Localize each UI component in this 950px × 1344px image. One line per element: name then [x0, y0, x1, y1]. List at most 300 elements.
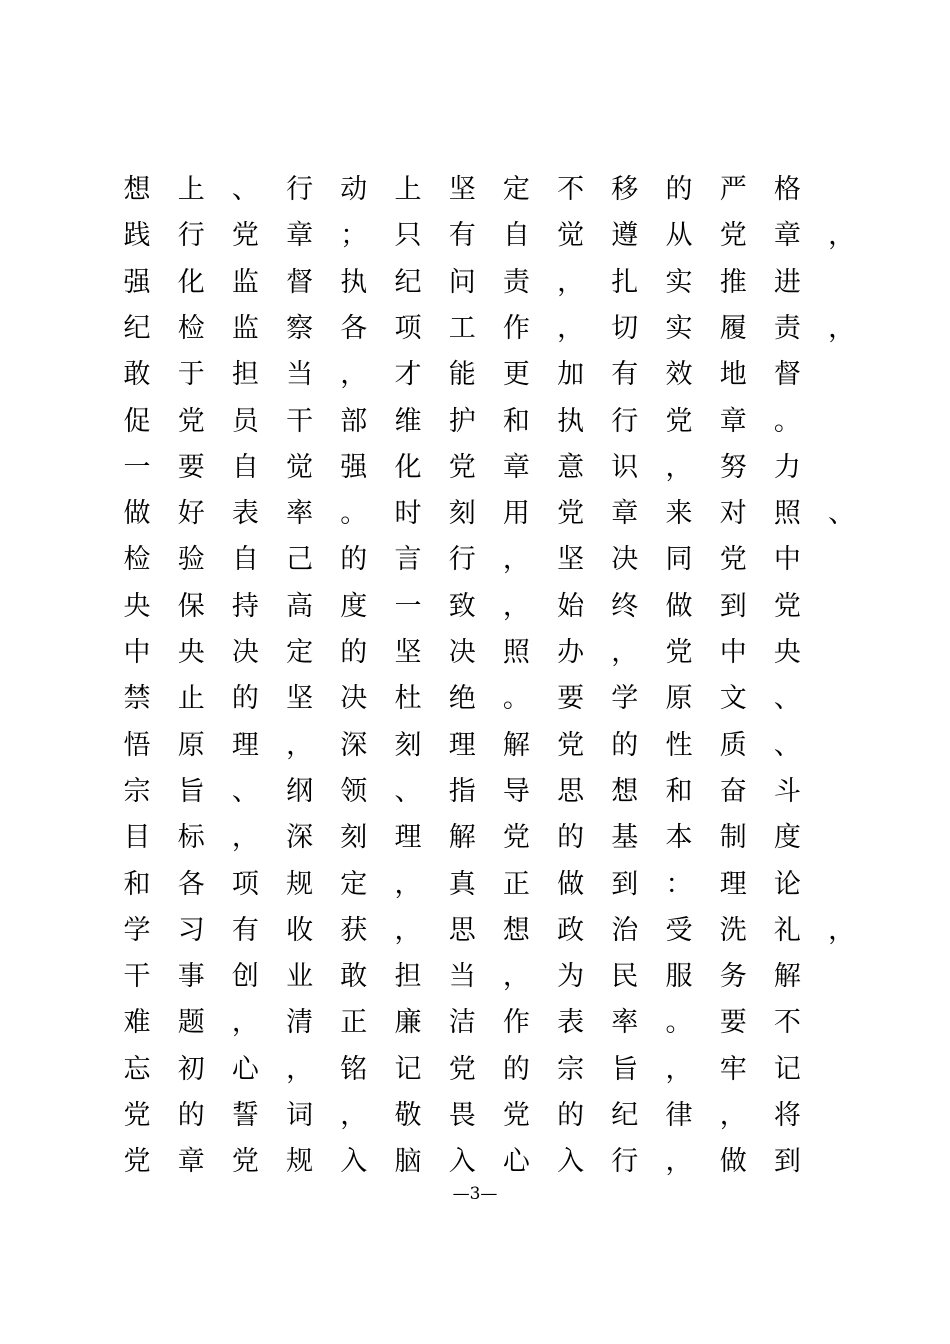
text-char: 央 — [177, 637, 205, 668]
text-char: 率 — [611, 1007, 639, 1039]
text-char: 杜 — [394, 683, 422, 715]
text-char: 章 — [719, 405, 747, 437]
text-char: ， — [394, 868, 422, 900]
text-char: 坚 — [448, 174, 476, 205]
text-char: 表 — [231, 498, 259, 530]
text-char: 入 — [340, 1146, 368, 1178]
text-char: 和 — [502, 405, 530, 437]
text-char: 标 — [177, 822, 205, 854]
text-char: 学 — [611, 683, 639, 715]
text-line — [0, 633, 950, 673]
text-char: 纪 — [394, 266, 422, 298]
text-char: 担 — [394, 961, 422, 993]
text-char: 洁 — [448, 1007, 476, 1039]
text-char: 做 — [665, 590, 693, 622]
text-char: 到 — [773, 1146, 801, 1178]
text-line — [0, 355, 950, 395]
text-char: 词 — [286, 1100, 314, 1131]
text-char: 规 — [286, 1146, 314, 1178]
text-char: 党 — [231, 1146, 259, 1178]
text-char: 规 — [286, 868, 314, 900]
text-char: 行 — [611, 1146, 639, 1178]
text-char: 想 — [502, 914, 530, 946]
text-char: 意 — [557, 451, 585, 483]
text-char: 本 — [665, 822, 693, 854]
text-char: 绝 — [448, 683, 476, 715]
text-char: 解 — [773, 961, 801, 993]
text-char: 定 — [502, 174, 530, 205]
text-char: 识 — [611, 451, 639, 483]
text-char: 不 — [557, 174, 585, 205]
text-char: 的 — [340, 544, 368, 576]
text-line — [0, 309, 950, 349]
text-char: 真 — [448, 868, 476, 900]
text-char: 时 — [394, 498, 422, 530]
text-char: 坚 — [286, 683, 314, 715]
text-char: 党 — [719, 544, 747, 576]
text-char: 有 — [448, 220, 476, 252]
text-char: 政 — [557, 914, 585, 946]
text-char: ， — [231, 822, 259, 854]
text-char: 脑 — [394, 1146, 422, 1178]
text-char: 和 — [665, 775, 693, 807]
text-char: 办 — [557, 637, 585, 668]
text-line — [0, 263, 950, 303]
text-char: 问 — [448, 266, 476, 298]
text-char: 行 — [286, 174, 314, 205]
text-char: 业 — [286, 961, 314, 993]
text-char: 担 — [231, 359, 259, 391]
text-char: 记 — [773, 1053, 801, 1085]
text-char: 决 — [340, 683, 368, 715]
text-char: 纪 — [611, 1100, 639, 1131]
text-char: 部 — [340, 405, 368, 437]
text-char: 思 — [448, 914, 476, 946]
text-char: 、 — [773, 683, 801, 715]
text-char: 能 — [448, 359, 476, 391]
text-char: 事 — [177, 961, 205, 993]
text-char: 地 — [719, 359, 747, 391]
text-char: 有 — [231, 914, 259, 946]
text-char: 扎 — [611, 266, 639, 298]
text-char: 决 — [611, 544, 639, 576]
text-char: 将 — [773, 1100, 801, 1131]
text-char: 进 — [773, 266, 801, 298]
text-char: 来 — [665, 498, 693, 530]
text-char: 收 — [286, 914, 314, 946]
text-char: 禁 — [123, 683, 151, 715]
text-char: 、 — [773, 729, 801, 761]
text-char: 、 — [231, 775, 259, 807]
text-char: 清 — [286, 1007, 314, 1039]
text-line — [0, 679, 950, 719]
text-char: 纪 — [123, 312, 151, 344]
text-char: 理 — [719, 868, 747, 900]
text-char: 刻 — [340, 822, 368, 854]
text-char: 服 — [665, 961, 693, 993]
text-char: 刻 — [394, 729, 422, 761]
text-char: 领 — [340, 775, 368, 807]
text-char: 始 — [557, 590, 585, 622]
text-char: 责 — [773, 312, 801, 344]
text-char: 要 — [177, 451, 205, 483]
text-line — [0, 957, 950, 997]
text-char: 照 — [773, 498, 801, 530]
text-char: 和 — [123, 868, 151, 900]
text-char: 强 — [123, 266, 151, 298]
text-char: 促 — [123, 405, 151, 437]
text-char: 上 — [394, 174, 422, 205]
text-char: 礼 — [773, 914, 801, 946]
text-char: 强 — [340, 451, 368, 483]
text-char: 决 — [231, 637, 259, 668]
text-char: 入 — [448, 1146, 476, 1178]
text-char: 效 — [665, 359, 693, 391]
text-char: 章 — [773, 220, 801, 252]
text-char: 察 — [286, 312, 314, 344]
text-char: 行 — [177, 220, 205, 252]
text-char: 化 — [394, 451, 422, 483]
text-char: 干 — [286, 405, 314, 437]
text-line — [0, 1096, 950, 1136]
text-char: ： — [665, 868, 693, 900]
text-char: ， — [611, 637, 639, 668]
text-char: ， — [665, 1053, 693, 1085]
text-char: 觉 — [286, 451, 314, 483]
text-char: 习 — [177, 914, 205, 946]
text-char: 理 — [448, 729, 476, 761]
text-char: 努 — [719, 451, 747, 483]
text-line — [0, 587, 950, 627]
text-char: 到 — [719, 590, 747, 622]
text-char: 致 — [448, 590, 476, 622]
text-char: 党 — [773, 590, 801, 622]
text-char: 护 — [448, 405, 476, 437]
text-char: 牢 — [719, 1053, 747, 1085]
text-char: 的 — [231, 683, 259, 715]
text-char: 作 — [502, 312, 530, 344]
text-char: 不 — [773, 1007, 801, 1039]
text-char: ， — [719, 1100, 747, 1131]
text-char: 导 — [502, 775, 530, 807]
text-char: ， — [557, 266, 585, 298]
text-char: 指 — [448, 775, 476, 807]
text-char: 有 — [611, 359, 639, 391]
text-char: 度 — [340, 590, 368, 622]
text-char: 当 — [448, 961, 476, 993]
text-line — [0, 494, 950, 534]
text-line — [0, 170, 950, 210]
text-char: 当 — [286, 359, 314, 391]
text-line — [0, 772, 950, 812]
text-char: ， — [828, 220, 856, 252]
text-char: 中 — [773, 544, 801, 576]
text-char: 章 — [502, 451, 530, 483]
text-char: 移 — [611, 174, 639, 205]
text-char: ， — [340, 359, 368, 391]
text-char: 旨 — [177, 775, 205, 807]
text-char: 于 — [177, 359, 205, 391]
text-char: ， — [394, 914, 422, 946]
text-char: 一 — [394, 590, 422, 622]
text-char: 正 — [340, 1007, 368, 1039]
text-char: 高 — [286, 590, 314, 622]
text-char: 言 — [394, 544, 422, 576]
text-char: 党 — [557, 498, 585, 530]
text-char: 律 — [665, 1100, 693, 1131]
text-char: 践 — [123, 220, 151, 252]
text-char: 党 — [557, 729, 585, 761]
text-char: 、 — [394, 775, 422, 807]
text-char: 中 — [123, 637, 151, 668]
text-char: 章 — [286, 220, 314, 252]
text-char: 章 — [611, 498, 639, 530]
text-char: 责 — [502, 266, 530, 298]
text-line — [0, 216, 950, 256]
text-char: ， — [665, 451, 693, 483]
text-char: 党 — [502, 1100, 530, 1131]
text-char: 员 — [231, 405, 259, 437]
text-char: 对 — [719, 498, 747, 530]
text-char: 深 — [340, 729, 368, 761]
text-char: 民 — [611, 961, 639, 993]
text-char: 切 — [611, 312, 639, 344]
text-char: 党 — [448, 1053, 476, 1085]
text-char: 党 — [502, 822, 530, 854]
text-char: 纲 — [286, 775, 314, 807]
text-char: 保 — [177, 590, 205, 622]
text-char: 力 — [773, 451, 801, 483]
text-char: 更 — [502, 359, 530, 391]
text-char: 深 — [286, 822, 314, 854]
text-char: 的 — [611, 729, 639, 761]
text-char: ， — [286, 729, 314, 761]
text-char: 理 — [231, 729, 259, 761]
text-char: 定 — [286, 637, 314, 668]
text-char: 央 — [123, 590, 151, 622]
text-char: 誓 — [231, 1100, 259, 1131]
text-line — [0, 540, 950, 580]
text-char: 入 — [557, 1146, 585, 1178]
text-char: 。 — [502, 683, 530, 715]
text-char: 旨 — [611, 1053, 639, 1085]
text-char: 敢 — [123, 359, 151, 391]
text-char: 、 — [828, 498, 856, 530]
text-char: 监 — [231, 266, 259, 298]
text-line — [0, 911, 950, 951]
text-line — [0, 726, 950, 766]
text-char: 铭 — [340, 1053, 368, 1085]
text-char: 的 — [557, 822, 585, 854]
text-char: 要 — [557, 683, 585, 715]
text-char: ； — [340, 220, 368, 252]
text-char: 严 — [719, 174, 747, 205]
text-line — [0, 448, 950, 488]
text-char: 从 — [665, 220, 693, 252]
text-char: 斗 — [773, 775, 801, 807]
text-char: 质 — [719, 729, 747, 761]
text-char: 自 — [231, 544, 259, 576]
text-char: 制 — [719, 822, 747, 854]
text-char: 论 — [773, 868, 801, 900]
text-char: 记 — [394, 1053, 422, 1085]
text-char: 党 — [123, 1100, 151, 1131]
text-char: 原 — [177, 729, 205, 761]
text-char: 执 — [557, 405, 585, 437]
text-char: 工 — [448, 312, 476, 344]
text-char: 章 — [177, 1146, 205, 1178]
text-char: 加 — [557, 359, 585, 391]
text-char: 督 — [773, 359, 801, 391]
text-char: 性 — [665, 729, 693, 761]
text-char: 的 — [177, 1100, 205, 1131]
text-char: 各 — [177, 868, 205, 900]
text-char: ， — [502, 590, 530, 622]
text-char: 到 — [611, 868, 639, 900]
text-char: 文 — [719, 683, 747, 715]
text-char: 自 — [502, 220, 530, 252]
text-char: 干 — [123, 961, 151, 993]
text-char: ， — [557, 312, 585, 344]
text-char: 坚 — [394, 637, 422, 668]
text-char: 觉 — [557, 220, 585, 252]
text-line — [0, 1050, 950, 1090]
text-char: 想 — [611, 775, 639, 807]
text-char: 想 — [123, 174, 151, 205]
text-char: 用 — [502, 498, 530, 530]
text-char: 格 — [773, 174, 801, 205]
text-char: 止 — [177, 683, 205, 715]
text-char: 治 — [611, 914, 639, 946]
text-char: 党 — [665, 637, 693, 668]
text-char: 党 — [177, 405, 205, 437]
text-char: 初 — [177, 1053, 205, 1085]
text-char: 刻 — [448, 498, 476, 530]
text-char: ， — [665, 1146, 693, 1178]
text-char: 才 — [394, 359, 422, 391]
text-char: 廉 — [394, 1007, 422, 1039]
text-char: 各 — [340, 312, 368, 344]
text-char: 党 — [448, 451, 476, 483]
text-char: 表 — [557, 1007, 585, 1039]
text-char: 执 — [340, 266, 368, 298]
text-char: 要 — [719, 1007, 747, 1039]
text-char: 。 — [773, 405, 801, 437]
text-char: 履 — [719, 312, 747, 344]
text-char: 化 — [177, 266, 205, 298]
text-char: 党 — [719, 220, 747, 252]
text-char: 。 — [665, 1007, 693, 1039]
text-char: 党 — [231, 220, 259, 252]
text-char: 终 — [611, 590, 639, 622]
text-char: 项 — [394, 312, 422, 344]
text-char: 题 — [177, 1007, 205, 1039]
text-char: 洗 — [719, 914, 747, 946]
text-char: 创 — [231, 961, 259, 993]
text-char: 做 — [123, 498, 151, 530]
text-char: 己 — [286, 544, 314, 576]
text-char: 行 — [448, 544, 476, 576]
text-char: 畏 — [448, 1100, 476, 1131]
text-line — [0, 402, 950, 442]
text-char: 度 — [773, 822, 801, 854]
text-char: 项 — [231, 868, 259, 900]
text-char: 奋 — [719, 775, 747, 807]
text-char: 持 — [231, 590, 259, 622]
text-char: ， — [231, 1007, 259, 1039]
text-char: 做 — [719, 1146, 747, 1178]
text-char: 只 — [394, 220, 422, 252]
text-char: 监 — [231, 312, 259, 344]
text-char: 督 — [286, 266, 314, 298]
text-char: 宗 — [557, 1053, 585, 1085]
text-char: 目 — [123, 822, 151, 854]
text-char: 心 — [231, 1053, 259, 1085]
text-char: 好 — [177, 498, 205, 530]
text-char: 为 — [557, 961, 585, 993]
text-char: 的 — [557, 1100, 585, 1131]
text-line — [0, 818, 950, 858]
text-char: 敬 — [394, 1100, 422, 1131]
text-char: 决 — [448, 637, 476, 668]
text-char: 难 — [123, 1007, 151, 1039]
text-char: ， — [828, 312, 856, 344]
text-char: 学 — [123, 914, 151, 946]
text-char: 检 — [123, 544, 151, 576]
text-char: 率 — [286, 498, 314, 530]
text-char: 中 — [719, 637, 747, 668]
text-char: 思 — [557, 775, 585, 807]
text-char: 解 — [448, 822, 476, 854]
text-char: 定 — [340, 868, 368, 900]
text-char: 做 — [557, 868, 585, 900]
text-char: 基 — [611, 822, 639, 854]
text-char: 的 — [665, 174, 693, 205]
text-char: 党 — [123, 1146, 151, 1178]
text-line — [0, 1142, 950, 1182]
text-char: 受 — [665, 914, 693, 946]
text-char: 维 — [394, 405, 422, 437]
text-char: 央 — [773, 637, 801, 668]
text-char: 一 — [123, 451, 151, 483]
text-char: 验 — [177, 544, 205, 576]
text-char: 宗 — [123, 775, 151, 807]
text-char: 坚 — [557, 544, 585, 576]
text-line — [0, 1003, 950, 1043]
text-char: 。 — [340, 498, 368, 530]
text-char: 的 — [340, 637, 368, 668]
text-char: 遵 — [611, 220, 639, 252]
text-char: ， — [828, 914, 856, 946]
text-char: 照 — [502, 637, 530, 668]
text-char: 实 — [665, 266, 693, 298]
text-char: 悟 — [123, 729, 151, 761]
text-char: 的 — [502, 1053, 530, 1085]
text-char: 正 — [502, 868, 530, 900]
page-number: —3— — [452, 1184, 498, 1204]
text-char: 原 — [665, 683, 693, 715]
text-char: ， — [286, 1053, 314, 1085]
text-char: 动 — [340, 174, 368, 205]
text-char: 务 — [719, 961, 747, 993]
text-char: 推 — [719, 266, 747, 298]
text-char: 实 — [665, 312, 693, 344]
text-char: 理 — [394, 822, 422, 854]
text-char: ， — [502, 544, 530, 576]
text-char: 同 — [665, 544, 693, 576]
text-char: 行 — [611, 405, 639, 437]
text-char: 上 — [177, 174, 205, 205]
